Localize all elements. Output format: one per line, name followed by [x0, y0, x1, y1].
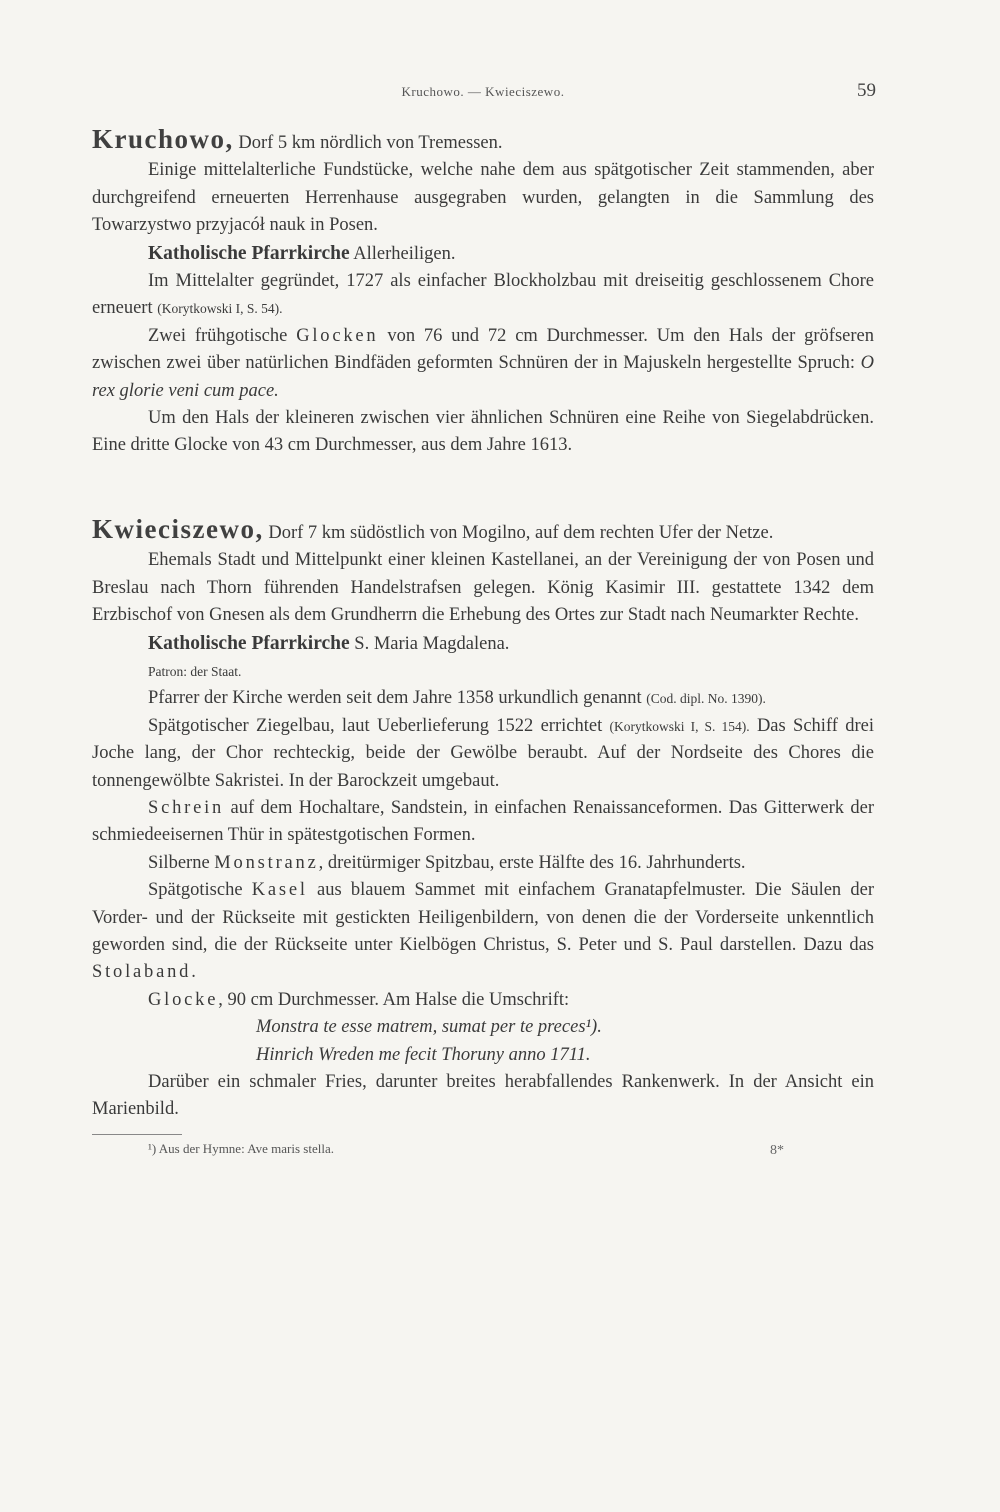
church-heading: Katholische Pfarrkirche — [148, 632, 350, 654]
place-name-kwieciszewo: Kwieciszewo, — [92, 513, 264, 544]
reference: (Korytkowski I, S. 154). — [609, 718, 750, 734]
section-gap — [92, 460, 874, 516]
entry-kruchowo — [92, 126, 874, 460]
sheet-signature: 8* — [770, 1142, 784, 1158]
paragraph: Darüber ein schmaler Fries, darunter breites herabfallendes Rankenwerk. In der Ansicht ein Marienbild. — [92, 1072, 874, 1120]
patron-note: Patron: der Staat. — [148, 663, 242, 679]
spaced-term: Stolaband — [92, 962, 192, 983]
spaced-term: Monstranz — [214, 852, 319, 873]
inscription-line: Monstra te esse matrem, sumat per te preces¹). — [256, 1017, 602, 1038]
paragraph: , dreitürmiger Spitzbau, erste Hälfte des 16. Jahrhunderts. — [318, 852, 746, 873]
paragraph: aus blauem Sammet mit einfachem Granatapfelmuster. Die Säulen der Vorder- und der Rückseite mit gestickten Heiligenbildern, von denen die der Vorderseite unkenntlich geworden sind, die der Rückseite unter Kielbögen Christus, S. Peter und S. Paul darstellen. Dazu das — [92, 880, 874, 955]
place-intro: Dorf 5 km nördlich von Tremessen. — [233, 133, 503, 153]
paragraph: Um den Hals der kleineren zwischen vier ähnlichen Schnüren eine Reihe von Siegelabdrücken. Eine dritte Glocke von 43 cm Durchmesser, aus dem Jahre 1613. — [92, 408, 874, 456]
reference: (Cod. dipl. No. 1390). — [646, 691, 766, 707]
paragraph: Silberne — [148, 852, 215, 873]
place-name-kruchowo: Kruchowo, — [92, 124, 234, 154]
footnote — [92, 1141, 874, 1157]
paragraph: Im Mittelalter gegründet, 1727 als einfacher Blockholzbau mit dreiseitig geschlossenem Chore erneuert — [92, 271, 874, 319]
spaced-term: Glocke — [148, 989, 219, 1010]
spaced-term: Glocken — [296, 325, 379, 346]
paragraph: . — [191, 962, 196, 983]
church-heading: Katholische Pfarrkirche — [148, 242, 350, 264]
running-head: Kruchowo. — Kwieciszewo. — [401, 84, 565, 99]
page — [92, 80, 874, 1157]
church-name: Allerheiligen. — [349, 243, 456, 264]
paragraph: Einige mittelalterliche Fundstücke, welche nahe dem aus spätgotischer Zeit stammenden, aber durchgreifend erneuerten Herrenhause ausgegraben wurden, gelangten in die Sammlung des Towarzystwo przyjacół nauk in Posen. — [92, 160, 874, 236]
entry-kwieciszewo — [92, 513, 874, 1124]
footnote-text: ¹) Aus der Hymne: Ave maris stella. — [148, 1140, 334, 1156]
paragraph: , 90 cm Durchmesser. Am Halse die Umschrift: — [218, 989, 570, 1010]
paragraph: Spätgotischer Ziegelbau, laut Ueberlieferung 1522 errichtet — [148, 715, 610, 736]
paragraph: Das Schiff drei Joche lang, der Chor rechteckig, beide der Gewölbe beraubt. Auf der Nordseite des Chores die tonnengewölbte Sakristei. In der Barockzeit umgebaut. — [92, 715, 874, 791]
paragraph: Zwei frühgotische — [148, 325, 297, 346]
page-number: 59 — [857, 80, 876, 101]
paragraph: Ehemals Stadt und Mittelpunkt einer kleinen Kastellanei, an der Vereinigung der von Posen und Breslau nach Thorn führenden Handelstrafsen gelegen. König Kasimir III. gestattete 1342 dem Erzbischof von Gnesen als dem Grundherrn die Erhebung des Ortes zur Stadt nach Neumarkter Rechte. — [92, 550, 874, 626]
paragraph: Spätgotische — [148, 880, 252, 901]
paragraph: auf dem Hochaltare, Sandstein, in einfachen Renaissanceformen. Das Gitterwerk der schmiedeeisernen Thür in spätestgotischen Formen. — [92, 797, 874, 846]
paragraph: Pfarrer der Kirche werden seit dem Jahre 1358 urkundlich genannt — [148, 688, 647, 709]
footnote-rule — [92, 1134, 182, 1135]
reference: (Korytkowski I, S. 54). — [157, 301, 283, 317]
spaced-term: Kasel — [251, 880, 308, 901]
inscription-line: Hinrich Wreden me fecit Thoruny anno 1711. — [256, 1044, 591, 1065]
paragraph: von 76 und 72 cm Durchmesser. Um den Hals der gröfseren zwischen zwei über natürlichen Bindfäden geformten Schnüren der in Majuskeln hergestellte Spruch: — [92, 325, 874, 374]
spaced-term: Schrein — [148, 797, 225, 818]
page-header — [92, 80, 874, 110]
church-name: S. Maria Magdalena. — [349, 633, 510, 654]
place-intro: Dorf 7 km südöstlich von Mogilno, auf dem rechten Ufer der Netze. — [263, 522, 774, 543]
inscription: O rex glorie veni cum pace. — [92, 353, 874, 401]
